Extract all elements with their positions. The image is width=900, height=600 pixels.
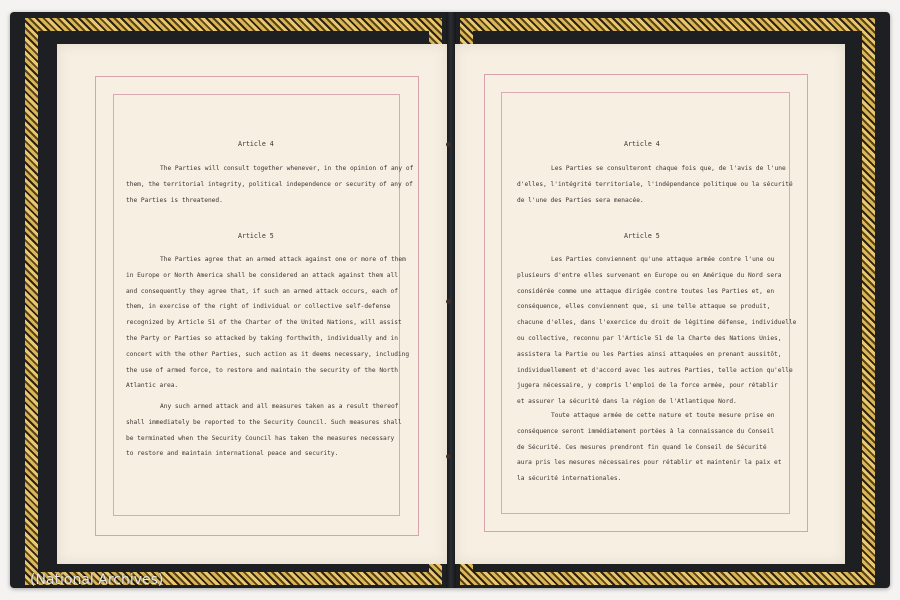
text-line: de l'une des Parties sera menacée.	[517, 196, 644, 204]
text-line: Any such armed attack and all measures taken as a result thereof	[160, 403, 399, 410]
text-line: aura pris les mesures nécessaires pour rétablir et maintenir la paix et	[517, 459, 782, 467]
text-line: assistera la Partie ou les Parties ainsi attaquées en prenant aussitôt,	[517, 350, 782, 358]
text-line: shall immediately be reported to the Security Council. Such measures shall	[126, 418, 402, 426]
page-left-english	[57, 44, 447, 564]
text-line: to restore and maintain international peace and security.	[126, 450, 339, 458]
article-5-paragraph-2	[517, 408, 782, 487]
page-right-french	[455, 44, 845, 564]
text-line: la sécurité internationales.	[517, 475, 622, 483]
article-4-text	[517, 161, 793, 208]
text-line: Les Parties se consulteront chaque fois que, de l'avis de l'une	[551, 165, 786, 172]
binding-hole	[446, 299, 451, 304]
text-line: and consequently they agree that, if such an armed attack occurs, each of	[126, 287, 398, 295]
text-line: de Sécurité. Ces mesures prendront fin quand le Conseil de Sécurité	[517, 443, 767, 451]
text-line: d'elles, l'intégrité territoriale, l'indépendance politique ou la sécurité	[517, 180, 793, 188]
article-5-paragraph-2	[126, 399, 402, 462]
article-5-text	[126, 252, 409, 394]
text-line: be terminated when the Security Council has taken the measures necessary	[126, 434, 395, 442]
text-line: the Parties is threatened.	[126, 196, 223, 204]
text-line: the Party or Parties so attacked by taking forthwith, individually and in	[126, 334, 398, 342]
text-line: conséquence seront immédiatement portées à la connaissance du Conseil	[517, 427, 775, 435]
article-4-heading: Article 4	[238, 140, 274, 148]
text-line: et assurer la sécurité dans la région de l'Atlantique Nord.	[517, 398, 737, 406]
text-line: the use of armed force, to restore and maintain the security of the North	[126, 366, 398, 374]
text-line: ou collective, reconnu par l'Article 51 de la Charte des Nations Unies,	[517, 334, 782, 342]
text-line: Atlantic area.	[126, 382, 179, 390]
text-line: The Parties will consult together whenever, in the opinion of any of	[160, 165, 414, 172]
text-line: chacune d'elles, dans l'exercice du droit de légitime défense, individuelle	[517, 319, 797, 327]
article-5-heading: Article 5	[238, 232, 274, 240]
article-4-heading: Article 4	[624, 140, 660, 148]
image-credit-caption: (National Archives)	[30, 572, 164, 588]
text-line: jugera nécessaire, y compris l'emploi de la force armée, pour rétablir	[517, 382, 778, 390]
text-line: plusieurs d'entre elles survenant en Europe ou en Amérique du Nord sera	[517, 271, 782, 279]
text-line: concert with the other Parties, such action as it deems necessary, including	[126, 350, 410, 358]
text-line: considérée comme une attaque dirigée contre toutes les Parties et, en	[517, 287, 775, 295]
text-line: them, in exercise of the right of individual or collective self-defense	[126, 303, 391, 311]
text-line: in Europe or North America shall be considered an attack against them all	[126, 271, 398, 279]
article-5-text	[517, 252, 796, 410]
binding-hole	[446, 142, 451, 147]
text-line: Toute attaque armée de cette nature et toute mesure prise en	[551, 412, 775, 419]
text-line: recognized by Article 51 of the Charter of the United Nations, will assist	[126, 319, 402, 327]
text-line: conséquence, elles conviennent que, si une telle attaque se produit,	[517, 303, 771, 311]
text-line: individuellement et d'accord avec les autres Parties, telle action qu'elle	[517, 366, 793, 374]
binding-hole	[446, 454, 451, 459]
article-5-heading: Article 5	[624, 232, 660, 240]
article-4-text	[126, 161, 413, 208]
text-line: Les Parties conviennent qu'une attaque armée contre l'une ou	[551, 256, 775, 263]
text-line: The Parties agree that an armed attack against one or more of them	[160, 256, 406, 263]
text-line: them, the territorial integrity, political independence or security of any of	[126, 180, 413, 188]
